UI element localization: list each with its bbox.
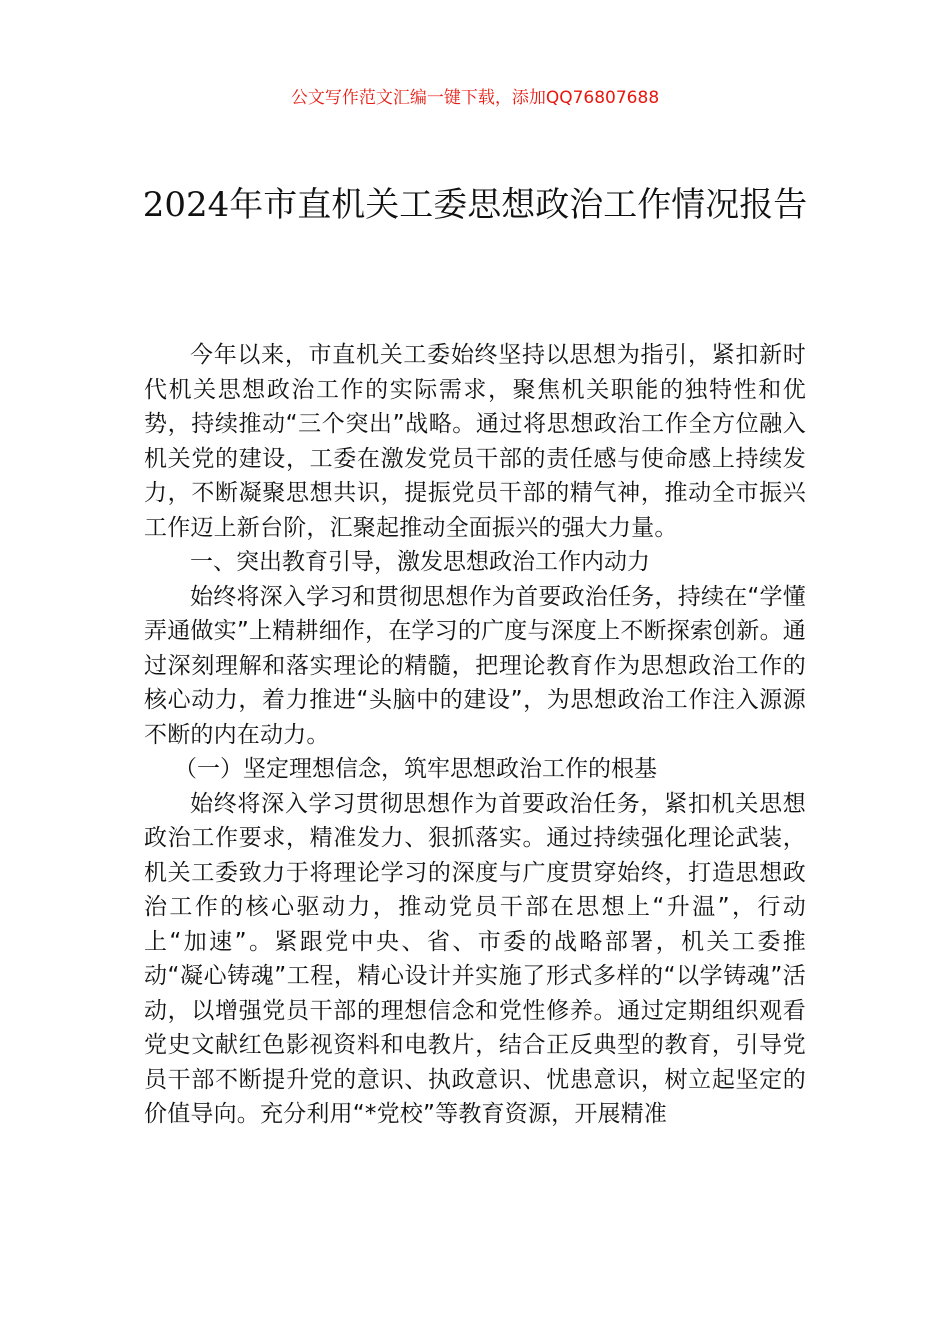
document-body bbox=[144, 338, 806, 1132]
document-title: 2024年市直机关工委思想政治工作情况报告 bbox=[142, 185, 808, 225]
download-banner: 公文写作范文汇编一键下载，添加QQ76807688 bbox=[290, 88, 660, 108]
intro-paragraph: 今年以来，市直机关工委始终坚持以思想为指引，紧扣新时代机关思想政治工作的实际需求，聚焦机关职能的独特性和优势，持续推动“三个突出”战略。通过将思想政治工作全方位融入机关党的建设，工委在激发党员干部的责任感与使命感上持续发力，不断凝聚思想共识，提振党员干部的精气神，推动全市振兴工作迈上新台阶，汇聚起推动全面振兴的强大力量。 bbox=[144, 342, 806, 541]
subsection-heading-1: （一）坚定理想信念，筑牢思想政治工作的根基 bbox=[174, 756, 657, 782]
subsection-1-paragraph: 始终将深入学习贯彻思想作为首要政治任务，紧扣机关思想政治工作要求，精准发力、狠抓落实。通过持续强化理论武装，机关工委致力于将理论学习的深度与广度贯穿始终，打造思想政治工作的核心驱动力，推动党员干部在思想上“升温”，行动上“加速”。紧跟党中央、省、市委的战略部署，机关工委推动“凝心铸魂”工程，精心设计并实施了形式多样的“以学铸魂”活动，以增强党员干部的理想信念和党性修养。通过定期组织观看党史文献红色影视资料和电教片，结合正反典型的教育，引导党员干部不断提升党的意识、执政意识、忧患意识，树立起坚定的价值导向。充分利用“*党校”等教育资源，开展精准 bbox=[144, 790, 806, 1127]
section-1-paragraph: 始终将深入学习和贯彻思想作为首要政治任务，持续在“学懂弄通做实”上精耕细作，在学习的广度与深度上不断探索创新。通过深刻理解和落实理论的精髓，把理论教育作为思想政治工作的核心动力，着力推进“头脑中的建设”，为思想政治工作注入源源不断的内在动力。 bbox=[144, 583, 806, 748]
section-heading-1: 一、突出教育引导，激发思想政治工作内动力 bbox=[190, 549, 650, 575]
